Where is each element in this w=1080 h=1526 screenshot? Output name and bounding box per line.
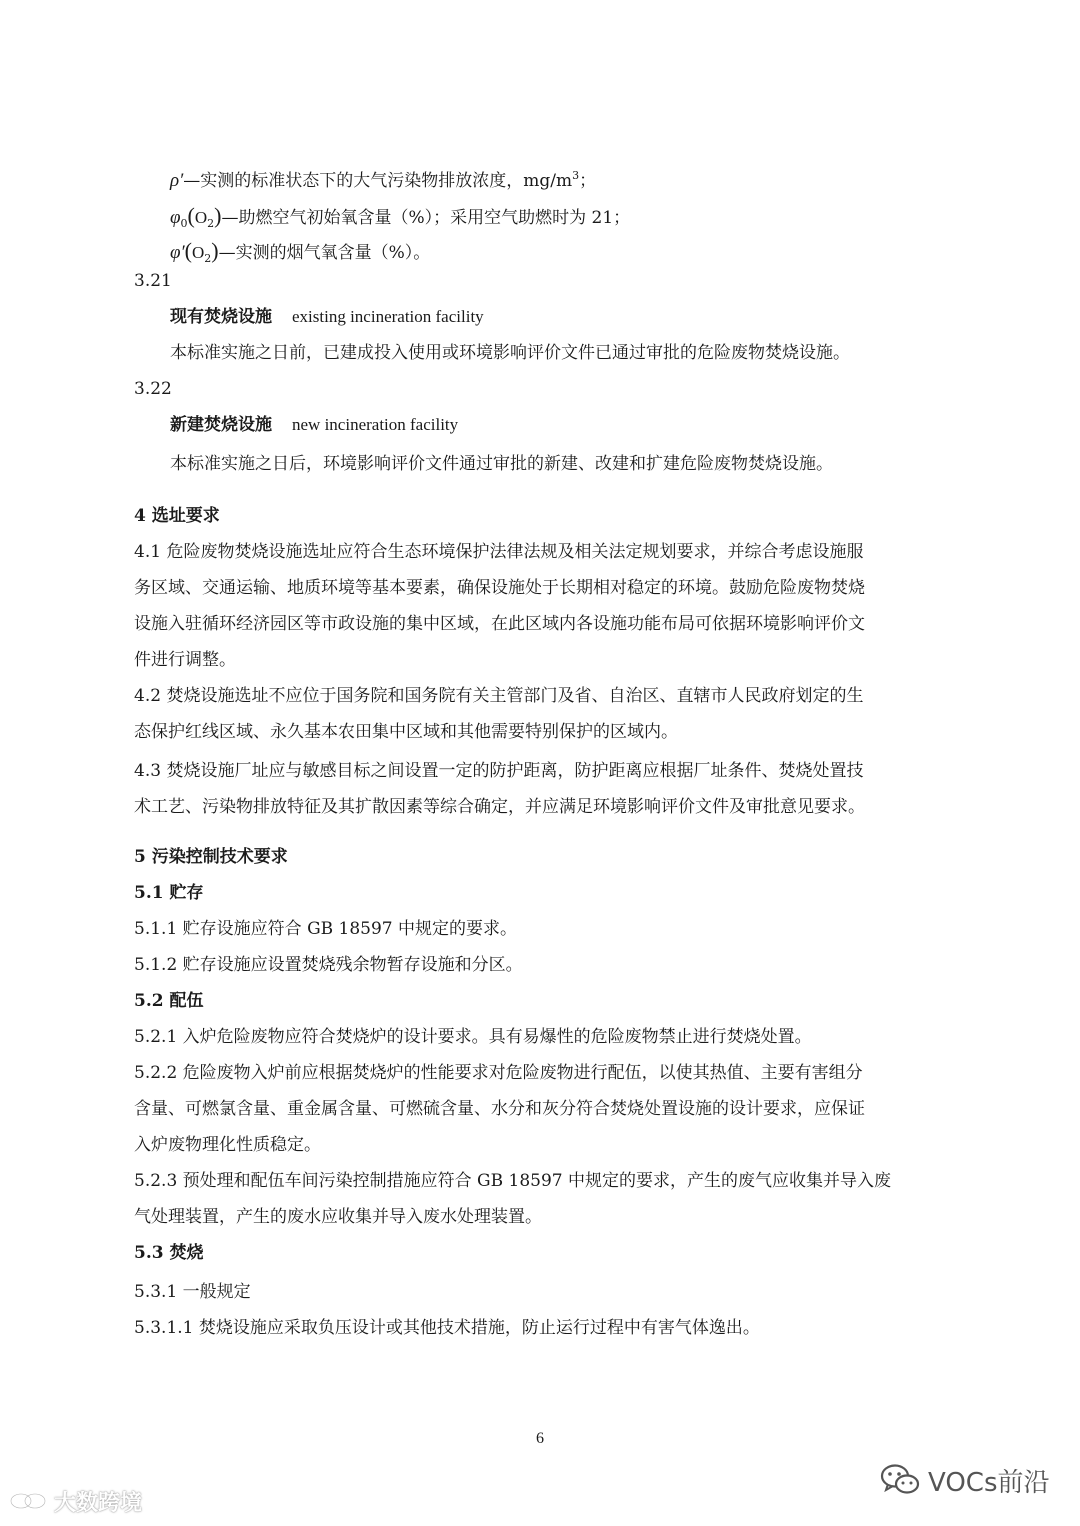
def-rho-prime: [170, 165, 596, 192]
heading-5-2: 5.2 配伍: [134, 991, 204, 1011]
term-cn: 现有焚烧设施: [170, 307, 272, 327]
para-4-3-line: 4.3 焚烧设施厂址应与敏感目标之间设置一定的防护距离，防护距离应根据厂址条件、焚烧处置技: [134, 761, 864, 781]
paren-close: ): [214, 203, 222, 228]
section-number-3-22: 3.22: [134, 379, 172, 399]
para-4-2-line: 态保护红线区域、永久基本农田集中区域和其他需要特别保护的区域内。: [134, 722, 678, 742]
watermark-right: [880, 1460, 1050, 1500]
subscript: 2: [204, 252, 212, 265]
symbol-phi: φ: [170, 207, 181, 228]
term-3-22: [170, 414, 458, 436]
def-phi0: [170, 205, 630, 235]
symbol-rho-prime: ρ′: [170, 170, 184, 191]
para-4-2-line: 4.2 焚烧设施选址不应位于国务院和国务院有关主管部门及省、自治区、直辖市人民政府划定的生: [134, 686, 864, 706]
para-4-3-line: 术工艺、污染物排放特征及其扩散因素等综合确定，并应满足环境影响评价文件及审批意见要求。: [134, 797, 865, 817]
para-5-2-3-line: 气处理装置，产生的废水应收集并导入废水处理装置。: [134, 1207, 542, 1227]
term-cn: 新建焚烧设施: [170, 415, 272, 435]
def-phi-prime-text: —实测的烟气氧含量（%）。: [218, 243, 431, 263]
oxygen-symbol: O: [192, 243, 205, 262]
def-rho-prime-text: —实测的标准状态下的大气污染物排放浓度，mg/m: [183, 171, 573, 191]
superscript: 3: [572, 169, 580, 182]
def-rho-prime-tail: ；: [579, 171, 597, 191]
para-5-2-3-line: 5.2.3 预处理和配伍车间污染控制措施应符合 GB 18597 中规定的要求，产生的废气应收集并导入废: [134, 1171, 892, 1191]
def-phi0-text: —助燃空气初始氧含量（%）；采用空气助燃时为 21；: [221, 208, 631, 228]
para-5-2-2-line: 入炉废物理化性质稳定。: [134, 1135, 321, 1155]
para-5-1-2: 5.1.2 贮存设施应设置焚烧残余物暂存设施和分区。: [134, 955, 523, 975]
paren-open: (: [187, 203, 195, 228]
subscript: 0: [180, 217, 188, 230]
page-number: 6: [536, 1430, 544, 1447]
paren-open: (: [184, 238, 192, 263]
heading-5-1: 5.1 贮存: [134, 883, 204, 903]
watermark-right-text: VOCs前沿: [928, 1467, 1050, 1498]
heading-5-3-1: 5.3.1 一般规定: [134, 1282, 251, 1302]
term-en: existing incineration facility: [292, 307, 484, 326]
paren-close: ): [211, 238, 219, 263]
para-5-1-1: 5.1.1 贮存设施应符合 GB 18597 中规定的要求。: [134, 919, 518, 939]
para-4-1-line: 设施入驻循环经济园区等市政设施的集中区域，在此区域内各设施功能布局可依据环境影响评价文: [134, 614, 865, 634]
oxygen-symbol: O: [194, 208, 208, 227]
para-4-1-line: 件进行调整。: [134, 650, 236, 670]
definition-3-22: 本标准实施之日后，环境影响评价文件通过审批的新建、改建和扩建危险废物焚烧设施。: [170, 454, 833, 474]
para-5-2-1: 5.2.1 入炉危险废物应符合焚烧炉的设计要求。具有易爆性的危险废物禁止进行焚烧处置。: [134, 1027, 812, 1047]
para-4-1-line: 务区域、交通运输、地质环境等基本要素，确保设施处于长期相对稳定的环境。鼓励危险废物焚烧: [134, 578, 865, 598]
heading-5-3: 5.3 焚烧: [134, 1243, 204, 1263]
symbol-phi-prime: φ′: [170, 242, 185, 263]
heading-4: 4 选址要求: [134, 506, 220, 526]
subscript: 2: [207, 217, 215, 230]
para-5-2-2-line: 5.2.2 危险废物入炉前应根据焚烧炉的性能要求对危险废物进行配伍，以使其热值、主要有害组分: [134, 1063, 863, 1083]
term-3-21: [170, 306, 484, 328]
watermark-left-text: 大数跨境: [54, 1490, 143, 1516]
wechat-icon: [880, 1463, 920, 1497]
watermark-left: [8, 1486, 142, 1516]
para-5-3-1-1: 5.3.1.1 焚烧设施应采取负压设计或其他技术措施，防止运行过程中有害气体逸出。: [134, 1318, 760, 1338]
term-en: new incineration facility: [292, 415, 459, 434]
chain-link-icon: [8, 1488, 48, 1514]
para-5-2-2-line: 含量、可燃氯含量、重金属含量、可燃硫含量、水分和灰分符合焚烧处置设施的设计要求，应保证: [134, 1099, 865, 1119]
heading-5: 5 污染控制技术要求: [134, 847, 288, 867]
para-4-1-line: 4.1 危险废物焚烧设施选址应符合生态环境保护法律法规及相关法定规划要求，并综合考虑设施服: [134, 542, 864, 562]
def-phi-prime: [170, 240, 430, 270]
section-number-3-21: 3.21: [134, 271, 172, 291]
definition-3-21: 本标准实施之日前，已建成投入使用或环境影响评价文件已通过审批的危险废物焚烧设施。: [170, 343, 850, 363]
